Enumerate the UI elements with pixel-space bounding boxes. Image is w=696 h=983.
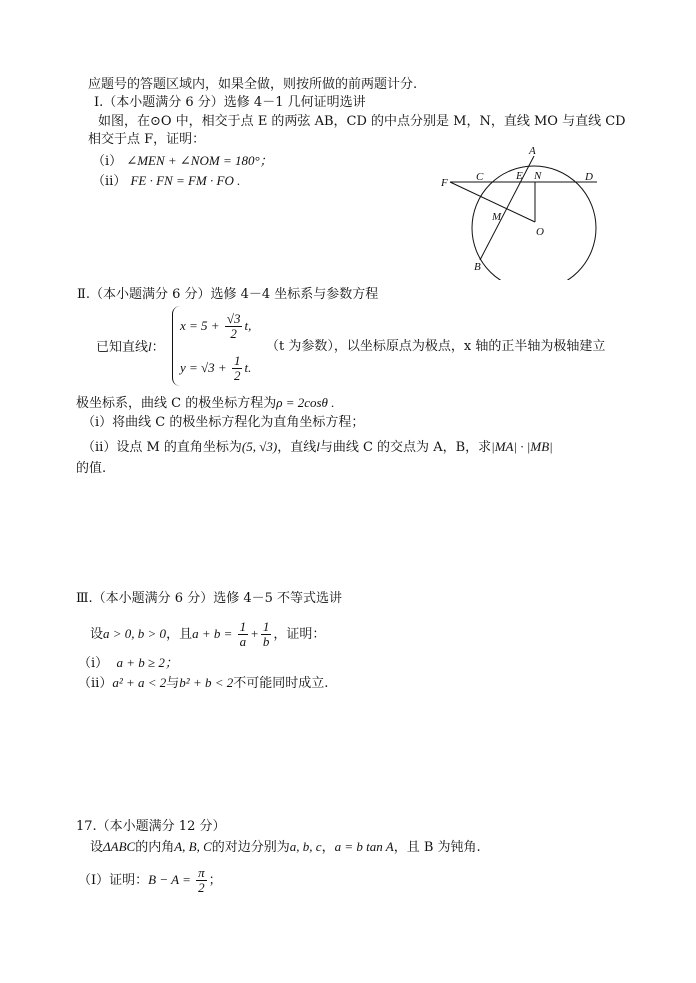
geometry-figure bbox=[430, 140, 610, 280]
label-M: M bbox=[492, 211, 502, 223]
problem-2-given-rest: （t 为参数），以坐标原点为极点，x 轴的正半轴为极轴建立 bbox=[266, 339, 606, 354]
angle-equation: ∠MEN + ∠NOM = 180°； bbox=[126, 153, 273, 168]
label-B: B bbox=[474, 261, 481, 273]
problem-1-intro: 如图，在⊙O 中，相交于点 E 的两弦 AB，CD 的中点分别是 M，N，直线 MO 与直线 CD bbox=[98, 114, 626, 129]
problem-2-part-ii-end: 的值. bbox=[76, 461, 107, 476]
circle-o bbox=[472, 166, 596, 280]
problem-2-title: Ⅱ.（本小题满分 6 分）选修 4－4 坐标系与参数方程 bbox=[77, 287, 379, 302]
problem-3-title: Ⅲ.（本小题满分 6 分）选修 4－5 不等式选讲 bbox=[76, 591, 343, 606]
problem-1-intro-cont: 相交于点 F，证明： bbox=[88, 132, 206, 147]
problem-2-part-i: （ⅰ）将曲线 C 的极坐标方程化为直角坐标方程； bbox=[82, 415, 365, 430]
product-equation: FE · FN = FM · FO . bbox=[130, 173, 241, 188]
equation-y: y = √3 + $\frac{1}{2}$ t. bbox=[180, 353, 252, 383]
problem-2-given: 已知直线l： bbox=[96, 339, 165, 355]
chord-ab bbox=[480, 156, 534, 260]
part-label: （ⅰ） bbox=[92, 154, 123, 169]
label-O: O bbox=[536, 226, 544, 238]
label-F: F bbox=[441, 177, 448, 189]
q17-statement: 设ΔABC的内角A, B, C的对边分别为a, b, c，a = b tan A，且 B 为钝角. bbox=[90, 839, 481, 855]
continuation-text: 应题号的答题区域内，如果全做，则按所做的前两题计分. bbox=[88, 77, 418, 92]
problem-2-polar: 极坐标系，曲线 C 的极坐标方程为ρ = 2cosθ . bbox=[76, 395, 335, 411]
problem-1-part-ii bbox=[92, 172, 240, 191]
label-E: E bbox=[516, 170, 523, 182]
problem-3-part-ii: （ⅱ）a² + a < 2与b² + b < 2不可能同时成立. bbox=[78, 675, 329, 691]
part-label: （ⅱ） bbox=[92, 174, 127, 189]
problem-2-part-ii: （ⅱ）设点 M 的直角坐标为(5, √3)，直线l与曲线 C 的交点为 A，B，求|MA| · |MB| bbox=[82, 439, 553, 455]
problem-1-part-i bbox=[92, 152, 273, 171]
q17-part-i: （Ⅰ）证明：B − A = $\frac{\pi}{2}$ ； bbox=[78, 865, 222, 895]
label-N: N bbox=[534, 170, 542, 182]
label-D: D bbox=[585, 171, 593, 183]
label-A: A bbox=[529, 145, 536, 157]
problem-3-given: 设a > 0, b > 0，且a + b = $\frac{1}{a}$ + $\frac{1}{b}$ ，证明： bbox=[90, 619, 326, 649]
equation-x: x = 5 + $\frac{√3}{2}$ t, bbox=[180, 311, 252, 341]
q17-title: 17.（本小题满分 12 分） bbox=[76, 819, 226, 834]
problem-3-part-i: （ⅰ） a + b ≥ 2； bbox=[78, 655, 178, 671]
label-C: C bbox=[476, 171, 484, 183]
problem-1-title: Ⅰ.（本小题满分 6 分）选修 4－1 几何证明选讲 bbox=[94, 95, 366, 110]
